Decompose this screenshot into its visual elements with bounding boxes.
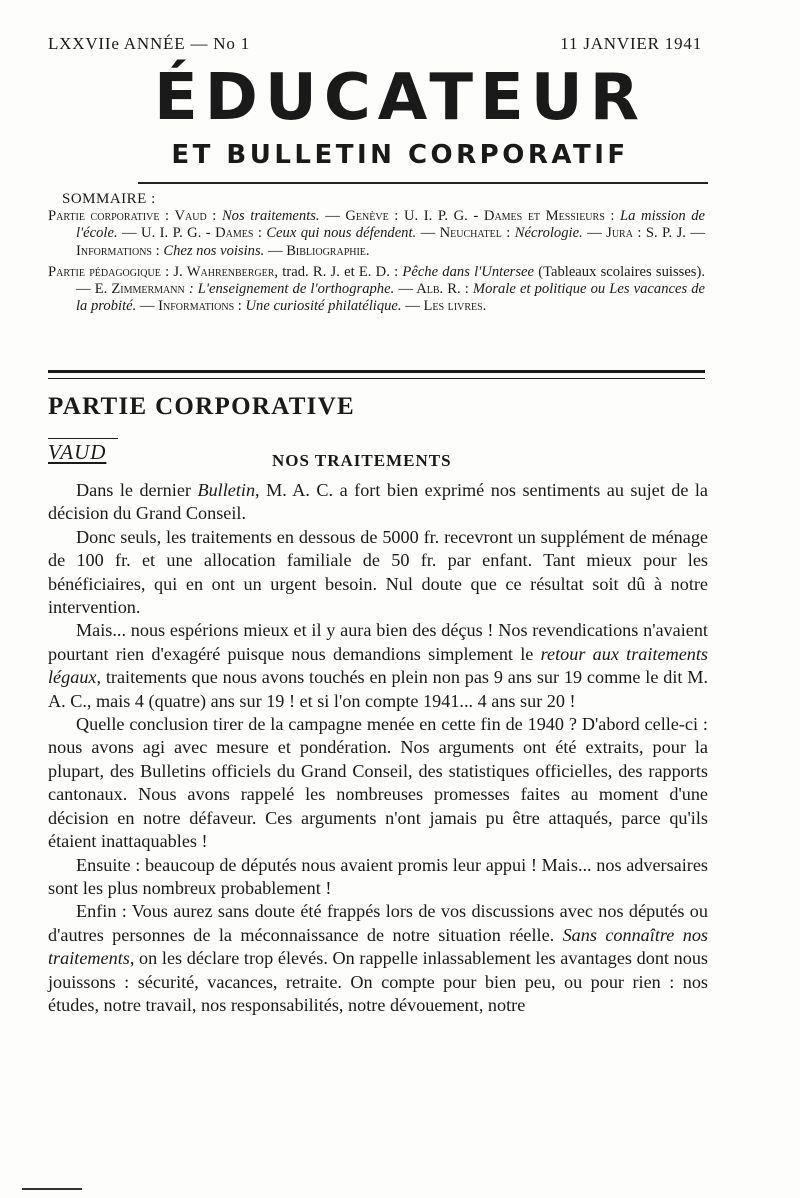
toc-author2: E. Zimmermann <box>94 281 185 298</box>
journal-subtitle: ET BULLETIN CORPORATIF <box>171 140 629 170</box>
toc-item1-note: (Tableaux scolaires suisses). — <box>76 263 705 298</box>
toc-biblio-label: — Bibliographie. <box>264 242 370 259</box>
p1-emphasis: Bulletin <box>197 480 256 500</box>
article-title: NOS TRAITEMENTS <box>272 451 452 470</box>
table-of-contents <box>48 191 705 315</box>
toc-jura-label: — Jura : <box>582 225 646 242</box>
toc-neuchatel-item: Nécrologie. <box>514 225 583 242</box>
paragraph-5: Ensuite : beaucoup de députés nous avaient promis leur appui ! Mais... nos adversaires sont les plus nombreux probablement ! <box>48 854 708 898</box>
toc-livres-label: — Les livres. <box>401 298 487 315</box>
masthead-header <box>48 34 702 54</box>
paragraph-2: Donc seuls, les traitements en dessous de 5000 fr. recevront un supplément de ménage de 100 fr. et une allocation familiale de 50 fr. par enfant. Tant mieux pour les bénéficiaires, qui en ont un urgent besoin. Nul doute que ce résultat soit dû à notre intervention. <box>48 526 708 618</box>
issue-number: LXXVIIe ANNÉE — No 1 <box>48 34 251 53</box>
region-label: VAUD <box>48 440 107 464</box>
toc-author1: J. Wahrenberger <box>173 263 275 280</box>
p3-emphasis: retour aux traitements légaux <box>48 643 708 688</box>
article-body <box>48 479 708 1017</box>
paragraph-4: Quelle conclusion tirer de la campagne menée en cette fin de 1940 ? D'abord celle-ci : nous avons agi avec mesure et pondération. Nos arguments ont été extraits, pour la plupart, des Bulletins officiels du Grand Conseil, des statistiques officielles, des rapports cantonaux. Nous avons rappelé les nombreuses promesses faites au moment d'une décision en notre défaveur. Ces arguments n'ont jamais pu être attaqués, parce qu'ils étaient inattaquables ! <box>48 714 708 852</box>
toc-info2-item: Une curiosité philatélique. <box>245 298 402 315</box>
p6-text-b: , on les déclare trop élevés. On rappelle inlassablement les avantages dont nous jouissons : sécurité, vacances, retraite. On compte pour bien peu, ou pour rien : nos études, notre travail, nos responsabilités, notre dévouement, notre <box>48 948 708 1015</box>
toc-info2-label: — Informations : <box>136 298 246 315</box>
section-divider <box>48 370 705 379</box>
p6-text-a: Enfin : Vous aurez sans doute été frappés lors de vos discussions avec nos députés ou d'autres personnes de la méconnaissance de notre situation réelle. <box>48 901 708 945</box>
toc-pedagogique <box>48 264 705 316</box>
toc-geneve2-org: — U. I. P. G. - Dames : <box>117 225 267 242</box>
toc-info-item: Chez nos voisins. <box>163 242 265 259</box>
section-title: PARTIE CORPORATIVE <box>48 393 356 420</box>
toc-trad: , trad. R. J. et E. D. : <box>274 263 403 280</box>
toc-geneve-label: — Genève : <box>319 208 404 225</box>
toc-geneve-item: La mission de l'école. <box>76 208 706 242</box>
toc-pedagogique-head: Partie pédagogique : <box>48 263 174 280</box>
issue-date: 11 JANVIER 1941 <box>560 34 702 53</box>
toc-item2: : L'enseignement de l'orthographe. <box>184 281 395 298</box>
toc-geneve2-item: Ceux qui nous défendent. <box>266 225 417 242</box>
toc-geneve-org: U. I. P. G. - Dames et Messieurs : <box>403 208 621 225</box>
p1-text-a: Dans le dernier <box>76 480 198 500</box>
paragraph-6 <box>48 900 708 1017</box>
p1-text-b: , M. A. C. a fort bien exprimé nos sentiments au sujet de la décision du Grand Conseil. <box>48 480 708 524</box>
p6-emphasis: Sans connaître nos traitements <box>48 924 709 969</box>
paragraph-3 <box>48 619 708 713</box>
page-edge-mark <box>22 1188 82 1190</box>
toc-corporative-head: Partie corporative : <box>48 208 175 225</box>
toc-item3: Morale et politique ou Les vacances de la probité. <box>76 281 706 315</box>
paragraph-1 <box>48 479 708 526</box>
p3-text-a: Mais... nous espérions mieux et il y aura bien des déçus ! Nos revendications n'avaient pourtant rien d'exagéré puisque nous demandions simplement le <box>48 620 708 664</box>
header-rule <box>138 182 708 184</box>
toc-vaud-label: Vaud : <box>174 208 222 225</box>
toc-neuchatel-label: — Neuchatel : <box>416 225 515 242</box>
toc-corporative <box>48 208 705 260</box>
region-overline <box>48 438 118 439</box>
journal-title: ÉDUCATEUR <box>154 61 646 135</box>
p3-text-b: , traitements que nous avons touchés en plein non pas 9 ans sur 19 comme le dit M. A. C., mais 4 (quatre) ans sur 19 ! et si l'on compte 1941... 4 ans sur 20 ! <box>48 667 708 711</box>
sommaire-label: SOMMAIRE : <box>62 191 156 207</box>
toc-jura-item: S. P. J. <box>645 225 686 242</box>
toc-item1: Pêche dans l'Untersee <box>402 263 534 280</box>
toc-author3: — Alb. R. : <box>394 281 473 298</box>
toc-info-label: — Informations : <box>76 225 705 259</box>
toc-vaud-item: Nos traitements. <box>221 208 320 225</box>
